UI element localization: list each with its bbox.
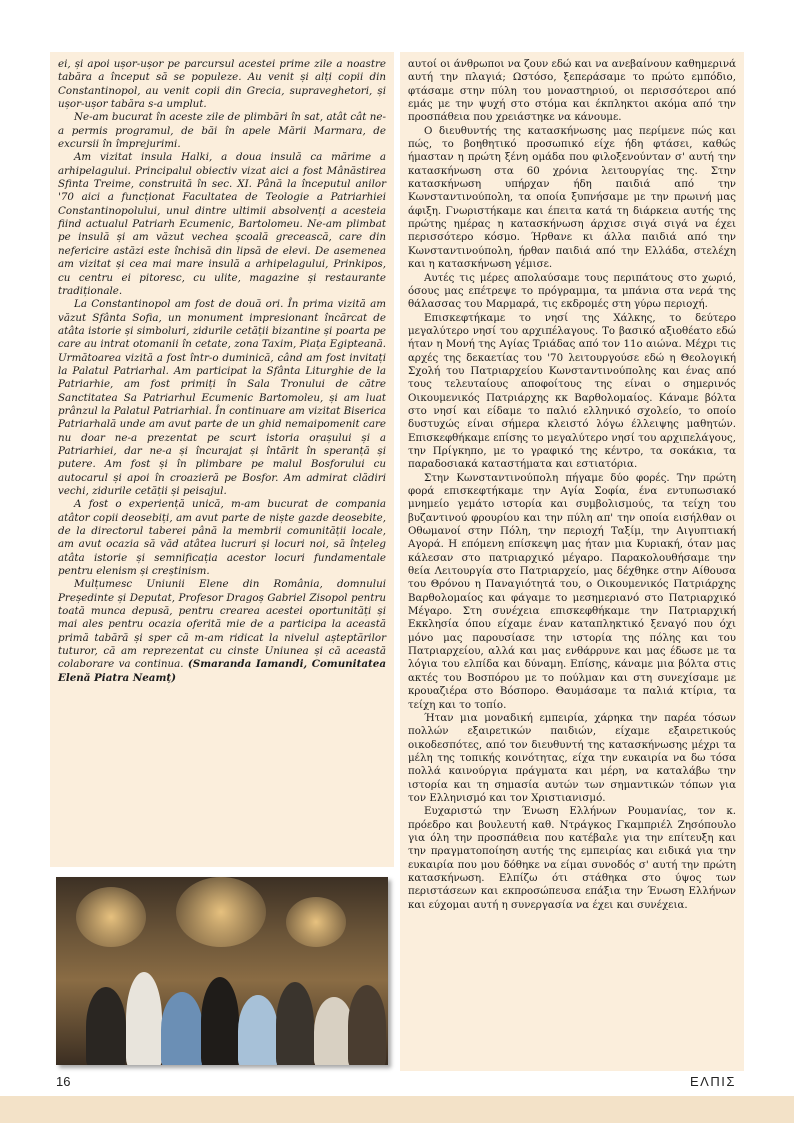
paragraph: Ne-am bucurat în aceste zile de plimbări în sat, atât cât ne-a permis programul, de băi în apele Mării Marmara, de excursii în împrejurimi. — [58, 111, 386, 151]
paragraph: Στην Κωνσταντινούπολη πήγαμε δύο φορές. Την πρώτη φορά επισκεφτήκαμε την Αγία Σοφία, ένα εντυπωσιακό μνημείο γεμάτο ιστορία και συμβολισμούς, τα τείχη του βυζαντινού φρουρίου και την πύλη απ' την οποία εισήλθαν οι Οθωμανοί στην Πόλη, την περιοχή Ταξίμ, την Αιγυπτιακή Αγορά. Η επόμενη επίσκεψη μας ήταν μια Κυριακή, όταν μας κάλεσαν στο πατριαρχικό μέγαρο. Παρακολουθήσαμε την θεία Λειτουργία στο Πατριαρχείο, μας δέχθηκε στην Αίθουσα του Θρόνου η Παναγιότητά του, ο Οικουμενικός Πατριάρχης Βαρθολομαίος και φάγαμε το μεσημεριανό στο Πατριαρχικό Μέγαρο. Στη συνέχεια επισκεφθήκαμε την Πατριαρχική Εκκλησία όπου είχαμε έναν καταπληκτικό ξεναγό που όχι μόνο μας παρουσίασε την ιστορία της πόλης και του Πατριαρχείου, αλλά και μας ενθάρρυνε και μας έδωσε με τα λόγια του ελπίδα και δύναμη. Επίσης, κάναμε μια βόλτα στις ακτές του Βοσπόρου με το πούλμαν και στη συνεχίσαμε με κρουαζιέρα στο Βόσπορο. Θαυμάσαμε τα παλιά κτίρια, τα τείχη και το τοπίο. — [408, 471, 736, 711]
paragraph: Am vizitat insula Halki, a doua insulă ca mărime a arhipelagului. Principalul obiectiv vizat aici a fost Mânăstirea Sfinta Treime, construită în sec. XI. Până la începutul anilor '70 aici a funcționat Facultatea de Teologie a Patriarhiei Constantinopolului, unul dintre ultimii absolvenți a acesteia fiind actualul Patriarh Ecumenic, Bartolomeu. Ne-am plimbat pe insulă și am văzut vechea școală grecească, care din nefericire astăzi este închisă din lipsă de elevi. De asemenea am vizitat și cea mai mare insulă a arhipelagului, Prinkipos, cu centru ei pitoresc, cu ulite, magazine și restaurante tradiționale. — [58, 151, 386, 297]
paragraph: ei, și apoi ușor-ușor pe parcursul acestei prime zile a noastre tabăra a început să se populeze. Au venit și alți copii din Constantinopol, au venit copii din Grecia, supraveghetori, și ușor-ușor tabăra s-a umplut. — [58, 58, 386, 111]
paragraph: La Constantinopol am fost de două ori. În prima vizită am văzut Sfânta Sofia, un monument impresionant încărcat de atâta istorie și simboluri, zidurile cetății bizantine și poarta pe care au intrat otomanii în cetate, zona Taxim, Piața Egipteană. Următoarea vizită a fost într-o duminică, când am fost invitați la Palatul Patriarhal. Am participat la Sfânta Liturghie de la Patriarhie, am fost primiți în Sala Tronului de către Sanctitatea Sa Patriarhul Ecumenic Bartomoleu, și am luat prânzul la Palatul Patriarhial. În continuare am vizitat Biserica Patriarhală unde am avut parte de un ghid nemaipomenit care nu doar ne-a prezentat pe scurt istoria orașului și a Patriarhiei, dar ne-a și încurajat și întărit în speranță și putere. Am fost și în plimbare pe malul Bosforului cu autocarul și apoi în croazieră pe Bosfor. Am admirat clădiri vechi, zidurile cetății și peisajul. — [58, 298, 386, 497]
paragraph-with-signature — [58, 578, 386, 685]
paragraph-text: Mulțumesc Uniunii Elene din România, domnului Președinte și Deputat, Profesor Dragoș Gabriel Zisopol pentru toată munca depusă, pentru crearea acestei oportunități și mai ales pentru ocazia oferită mie de a participa la această primă tabără și sper că m-am ridicat la nivelul așteptărilor tuturor, că am reprezentat cu cinste Uniunea și că această colaborare va continua. — [58, 578, 386, 671]
greek-article-column — [400, 52, 744, 1071]
author-signature: (Smaranda Iamandi, Comunitatea Elenă Piatra Neamț) — [58, 658, 386, 684]
paragraph: αυτοί οι άνθρωποι να ζουν εδώ και να ανεβαίνουν καθημερινά αυτή την πλαγιά; Ωστόσο, ξεπεράσαμε το πρώτο εμπόδιο, φτάσαμε στην πύλη του μοναστηριού, οι περισσότεροι από εμάς με την ψυχή στο στόμα και έκπληκτοι ακόμα από την προσπάθεια που χρειάστηκε να κάνουμε. — [408, 58, 736, 124]
paragraph: Ήταν μια μοναδική εμπειρία, χάρηκα την παρέα τόσων πολλών εξαιρετικών παιδιών, είχαμε εξαιρετικούς οικοδεσπότες, από τον διευθυντή της κατασκήνωσης μέχρι τα μέλη της τοπικής κοινότητας, είχα την ευκαιρία να δω τόσα πολλά καινούργια πράγματα και μέρη, να καταλάβω την ιστορία και τη σημασία αυτών των σημαντικών τόπων για τον Ελληνισμό και τον Χριστιανισμό. — [408, 711, 736, 804]
paragraph: Ευχαριστώ την Ένωση Ελλήνων Ρουμανίας, τον κ. πρόεδρο και βουλευτή καθ. Ντράγκος Γκαμπριέλ Ζησόπουλο για όλη την προσπάθεια που κατέβαλε για την επίτευξη και την πραγματοποίηση αυτής της εμπειρίας και ειδικά για την ευκαιρία που μου δόθηκε να είμαι συνοδός σ' αυτή την πρώτη κατασκήνωση. Ελπίζω ότι στάθηκα στο ύψος των περιστάσεων και εκπροσώπευσα επάξια την Ένωση Ελλήνων και εύχομαι αυτή η συνεργασία να έχει και συνέχεια. — [408, 805, 736, 911]
romanian-article-column — [50, 52, 394, 867]
footer-band — [0, 1096, 794, 1123]
page-number: 16 — [56, 1074, 71, 1089]
paragraph: Ο διευθυντής της κατασκήνωσης μας περίμενε πώς και πώς, το βοηθητικό προσωπικό είχε ήδη φτάσει, καθώς ήμασταν η πρώτη ξένη ομάδα που φιλοξενούνταν σ' αυτή την κατασκήνωση στα 60 χρόνια λειτουργίας της. Στην κατασκήνωση υπήρχαν ήδη παιδιά από την Κωνσταντινούπολη, τα οποία ξυπνήσαμε με την πρωινή μας άφιξη. Γνωριστήκαμε και έπειτα κατά τη διάρκεια αυτής της πρώτης ημέρας η κατασκήνωση άρχισε σιγά σιγά να έχει περισσότερο κόσμο. Ήρθανε κι άλλα παιδιά από την Κωνσταντινούπολη, ήρθαν παιδιά από την Ελλάδα, στελέχη και η κατασκήνωση γέμισε. — [408, 124, 736, 271]
paragraph: Αυτές τις μέρες απολαύσαμε τους περιπάτους στο χωριό, όσους μας επέτρεψε το πρόγραμμα, τα μπάνια στα νερά της θάλασσας του Μαρμαρά, τις εκδρομές στη γύρω περιοχή. — [408, 271, 736, 311]
group-photo-church-interior — [56, 877, 388, 1065]
paragraph: Επισκεφτήκαμε το νησί της Χάλκης, το δεύτερο μεγαλύτερο νησί του αρχιπέλαγους. Το βασικό αξιοθέατο εδώ ήταν η Μονή της Αγίας Τριάδας από τον 11ο αιώνα. Μέχρι τις αρχές της δεκαετίας του '70 λειτουργούσε εδώ η Θεολογική Σχολή του Πατριαρχείου Κωνσταντινούπολης και ένας από τους τελευταίους αποφοίτους της είναι ο σημερινός Οικουμενικός Πατριάρχης κκ Βαρθολομαίος. Κάναμε βόλτα στο νησί και είδαμε το παλιό ελληνικό σχολείο, το οποίο δυστυχώς είναι σήμερα κλειστό λόγω έλλειψης μαθητών. Επισκεφθήκαμε επίσης το μεγαλύτερο νησί του αρχιπελάγους, την Πρίγκηπο, με το γραφικό της κέντρο, τα σοκάκια, τα παραδοσιακά καταστήματα και εστιατόρια. — [408, 311, 736, 471]
paragraph: A fost o experiență unică, m-am bucurat de compania atâtor copii deosebiți, am avut parte de niște gazde deosebite, de la directorul taberei până la membrii comunității locale, am avut ocazia să văd atâtea lucruri și locuri noi, să înțeleg atâta istorie și semnificația acestor locuri fundamentale pentru elenism și creștinism. — [58, 498, 386, 578]
magazine-name: ΕΛΠΙΣ — [690, 1074, 736, 1089]
